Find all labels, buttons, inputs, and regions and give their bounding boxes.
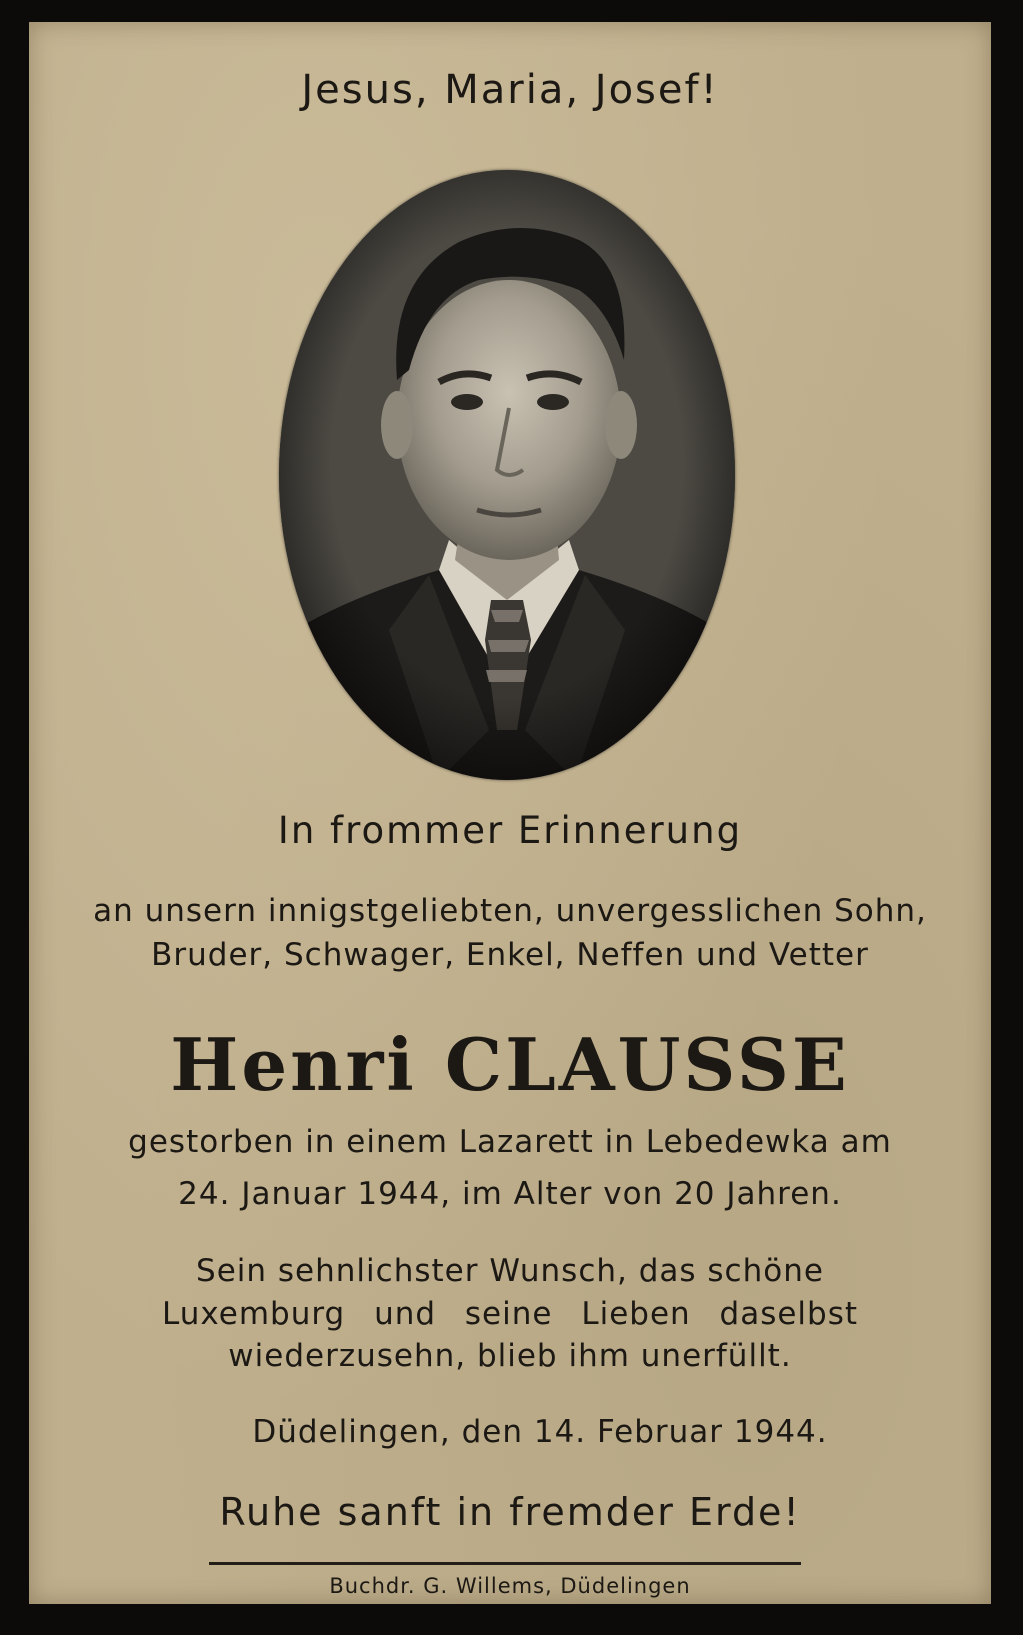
closing-line: Ruhe sanft in fremder Erde! (219, 1490, 801, 1534)
memorial-card (29, 22, 991, 1604)
printer-credit: Buchdr. G. Willems, Düdelingen (329, 1574, 691, 1598)
wish-line-3: wiederzusehn, blieb ihm unerfüllt. (228, 1338, 792, 1374)
death-line-1: gestorben in einem Lazarett in Lebedewka am (128, 1124, 892, 1160)
memory-title: In frommer Erinnerung (277, 809, 743, 852)
deceased-name: Henri CLAUSSE (170, 1022, 850, 1107)
divider-rule (209, 1562, 801, 1565)
place-date: Düdelingen, den 14. Februar 1944. (252, 1414, 828, 1450)
intro-line-1: an unsern innigstgeliebten, unvergesslichen Sohn, (93, 893, 927, 929)
wish-line-2: Luxemburg und seine Lieben daselbst (161, 1296, 859, 1332)
intro-line-2: Bruder, Schwager, Enkel, Neffen und Vetter (151, 937, 869, 973)
portrait-photo-icon (279, 170, 735, 780)
card-heading: Jesus, Maria, Josef! (301, 67, 719, 113)
death-line-2: 24. Januar 1944, im Alter von 20 Jahren. (178, 1176, 842, 1212)
wish-line-1: Sein sehnlichster Wunsch, das schöne (196, 1253, 824, 1289)
portrait-image (279, 170, 735, 780)
